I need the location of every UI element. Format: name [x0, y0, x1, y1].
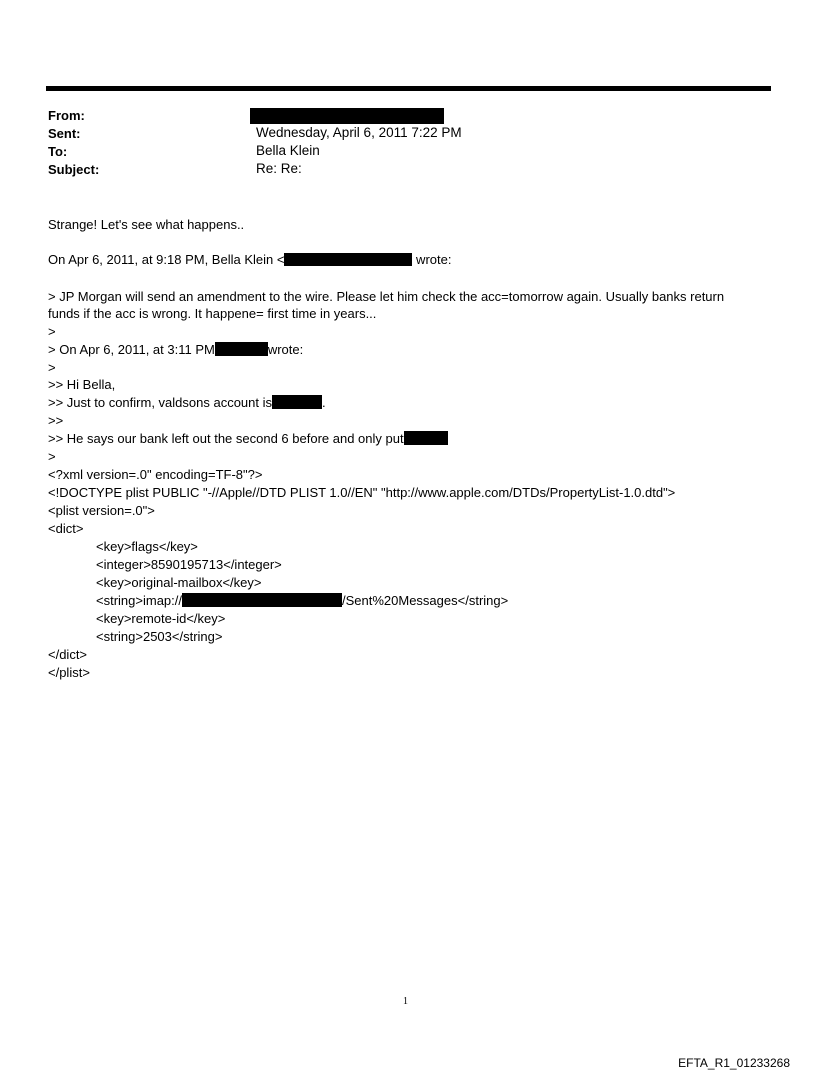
quoted-line: > JP Morgan will send an amendment to the wire. Please let him check the acc=tomorrow again. Usually banks return: [48, 289, 725, 304]
header-rule: [46, 86, 771, 91]
redacted-mailbox: [182, 593, 342, 607]
xml-line: <!DOCTYPE plist PUBLIC "-//Apple//DTD PLIST 1.0//EN" "http://www.apple.com/DTDs/PropertyList-1.0.dtd">: [48, 485, 676, 500]
quoted-line: >: [48, 324, 56, 339]
from-label: From:: [48, 108, 85, 123]
xml-text: <string>imap://: [96, 593, 182, 608]
redacted-number: [404, 431, 448, 445]
quoted-line: >: [48, 360, 56, 375]
xml-line: <key>remote-id</key>: [96, 611, 226, 626]
quoted-text: >> He says our bank left out the second 6 before and only put: [48, 431, 404, 446]
quoted-text: wrote:: [267, 342, 304, 357]
xml-line: <string>2503</string>: [96, 629, 223, 644]
subject-value: Re: Re:: [256, 161, 302, 176]
bates-number: EFTA_R1_01233268: [678, 1056, 790, 1070]
sent-label: Sent:: [48, 126, 81, 141]
quoted-text: >> Just to confirm, valdsons account is: [48, 395, 272, 410]
quote-attribution-post: wrote:: [412, 252, 452, 267]
xml-line: <key>original-mailbox</key>: [96, 575, 262, 590]
quoted-line: [48, 342, 303, 357]
xml-line: <integer>8590195713</integer>: [96, 557, 282, 572]
quoted-text: > On Apr 6, 2011, at 3:11 PM: [48, 342, 215, 357]
page-number: 1: [403, 996, 408, 1007]
redacted-account: [272, 395, 322, 409]
to-value: Bella Klein: [256, 143, 320, 158]
quoted-line: >>: [48, 413, 64, 428]
redacted-from: [250, 108, 444, 124]
body-intro: Strange! Let's see what happens..: [48, 217, 245, 232]
quoted-line: [48, 395, 326, 410]
xml-line: <plist version=.0">: [48, 503, 155, 518]
redacted-email: [284, 253, 412, 266]
sent-value: Wednesday, April 6, 2011 7:22 PM: [256, 125, 462, 140]
quoted-line: [48, 431, 448, 446]
quote-attribution-pre: On Apr 6, 2011, at 9:18 PM, Bella Klein <: [48, 252, 285, 267]
xml-line: <dict>: [48, 521, 84, 536]
xml-text: /Sent%20Messages</string>: [342, 593, 509, 608]
xml-line: </plist>: [48, 665, 90, 680]
redacted-sender: [215, 342, 268, 356]
xml-line: <?xml version=.0" encoding=TF-8"?>: [48, 467, 263, 482]
quoted-text: .: [322, 395, 326, 410]
quoted-line: >> Hi Bella,: [48, 377, 116, 392]
quote-attribution: [48, 252, 451, 267]
quoted-line: funds if the acc is wrong. It happene= first time in years...: [48, 306, 377, 321]
subject-label: Subject:: [48, 162, 100, 177]
xml-line: </dict>: [48, 647, 88, 662]
xml-line: <key>flags</key>: [96, 539, 198, 554]
xml-line: [96, 593, 508, 608]
to-label: To:: [48, 144, 68, 159]
quoted-line: >: [48, 449, 56, 464]
